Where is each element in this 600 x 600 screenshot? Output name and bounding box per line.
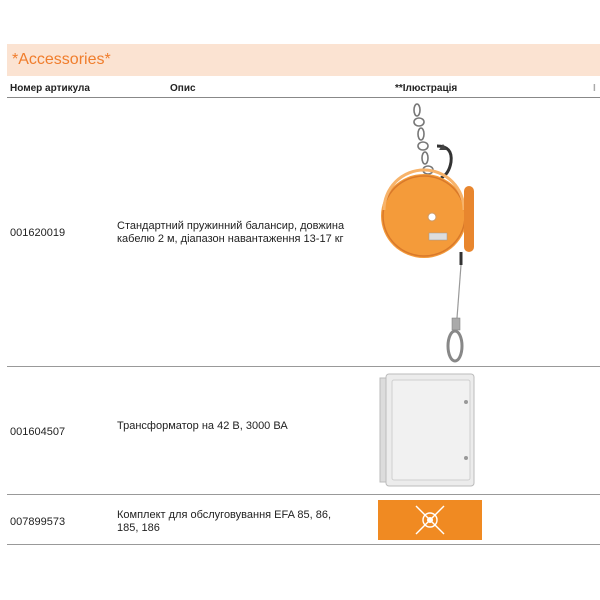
article-number: 007899573 <box>10 516 66 528</box>
column-header-extra: I <box>593 83 596 94</box>
table-row <box>7 366 600 495</box>
item-description: Стандартний пружинний балансир, довжина кабелю 2 м, діапазон навантаження 13-17 кг <box>117 220 345 245</box>
column-header-description: Опис <box>170 83 196 94</box>
section-banner <box>7 44 600 76</box>
column-header-illustration: **Ілюстрація <box>395 83 458 94</box>
spring-balancer-image <box>379 100 489 366</box>
table-row <box>7 98 600 367</box>
column-header-article: Номер артикула <box>10 83 90 94</box>
section-title: *Accessories* <box>12 51 111 68</box>
table-row <box>7 494 600 545</box>
item-description: Комплект для обслуговування EFA 85, 86, 185, 186 <box>117 509 332 534</box>
service-kit-image <box>378 500 482 540</box>
article-number: 001604507 <box>10 426 66 438</box>
table-header <box>7 80 600 98</box>
transformer-cabinet-image <box>378 372 478 490</box>
article-number: 001620019 <box>10 227 66 239</box>
item-description: Трансформатор на 42 В, 3000 ВА <box>117 420 288 432</box>
